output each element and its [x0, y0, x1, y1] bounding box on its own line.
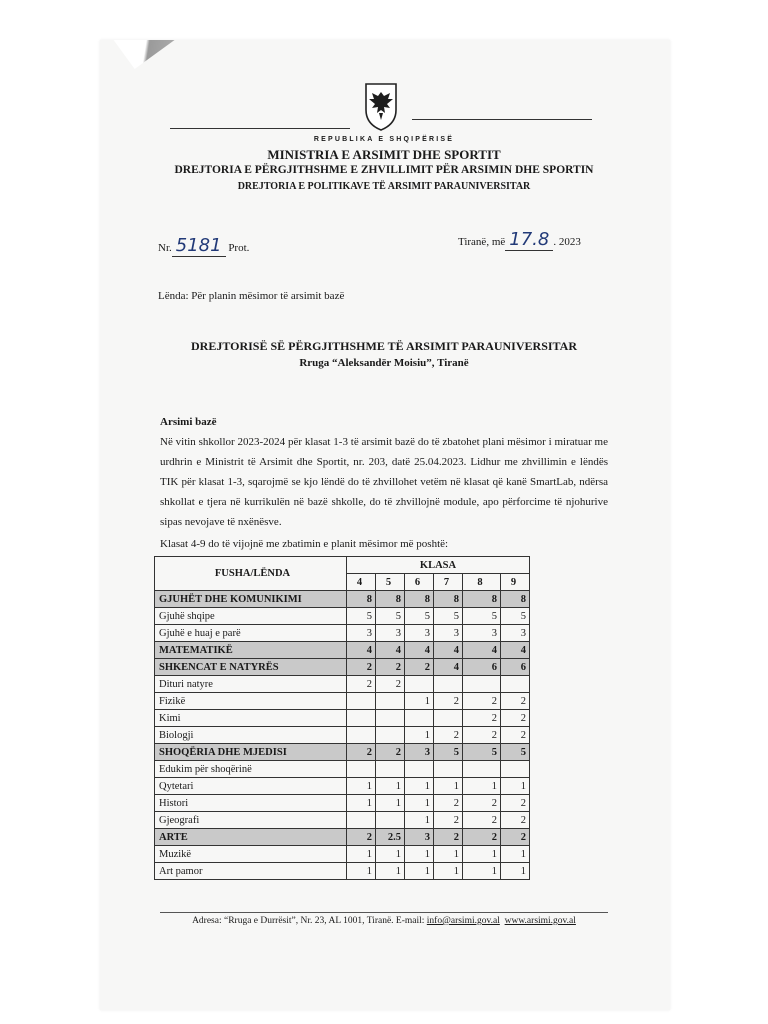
- grade-header: 9: [501, 574, 530, 591]
- body-paragraph: Në vitin shkollor 2023-2024 për klasat 1-3 të arsimit bazë do të zbatohet plani mësimor i miratuar me urdhrin e Ministrit të Arsimit dhe Sportit, nr. 203, datë 25.04.2023. Lidhur me zhvillimin e lëndës TIK për klasat 1-3, sqarojmë se kjo lëndë do të zhvillohet vetëm në klasat që kanë SmartLab, ndërsa shkollat e tjera në kurrikulën në bazë shkolle, do të zhvillojnë module, apo përforcime të njohurive sipas nevojave të nxënësve.: [160, 436, 608, 528]
- table-row: [155, 846, 530, 863]
- table-row: [155, 642, 530, 659]
- protocol-number-handwritten: 5181: [172, 235, 226, 257]
- subject-cell: Dituri natyre: [155, 676, 347, 693]
- hours-cell: 2: [347, 659, 376, 676]
- date-prefix: Tiranë, më: [458, 236, 506, 248]
- hours-cell: 1: [434, 846, 463, 863]
- header-rule-right: [412, 119, 592, 120]
- table-row: [155, 659, 530, 676]
- hours-cell: 8: [347, 591, 376, 608]
- table-row: [155, 625, 530, 642]
- table-row: [155, 744, 530, 761]
- hours-cell: [501, 761, 530, 778]
- hours-cell: 8: [463, 591, 501, 608]
- hours-cell: 1: [405, 693, 434, 710]
- hours-cell: 3: [405, 744, 434, 761]
- hours-cell: 8: [405, 591, 434, 608]
- table-row: [155, 829, 530, 846]
- hours-cell: 4: [347, 642, 376, 659]
- hours-cell: 1: [347, 846, 376, 863]
- hours-cell: 2: [376, 659, 405, 676]
- hours-cell: [405, 710, 434, 727]
- directorate-general-title: DREJTORIA E PËRGJITHSHME E ZHVILLIMIT PËR ARSIMIN DHE SPORTIN: [174, 164, 594, 176]
- date-handwritten: 17.8: [505, 229, 553, 251]
- hours-cell: 2: [463, 710, 501, 727]
- table-row: [155, 676, 530, 693]
- hours-cell: 5: [463, 608, 501, 625]
- table-row: [155, 591, 530, 608]
- table-row: [155, 795, 530, 812]
- hours-cell: 1: [434, 778, 463, 795]
- table-row: [155, 693, 530, 710]
- hours-cell: 4: [405, 642, 434, 659]
- hours-cell: [405, 676, 434, 693]
- hours-cell: 2: [501, 795, 530, 812]
- table-row: [155, 727, 530, 744]
- hours-cell: 1: [463, 778, 501, 795]
- republic-label: REPUBLIKA E SHQIPËRISË: [313, 136, 455, 143]
- footer-email-link[interactable]: info@arsimi.gov.al: [426, 916, 500, 926]
- hours-cell: 1: [463, 863, 501, 880]
- hours-cell: [376, 812, 405, 829]
- curriculum-table: [154, 556, 530, 880]
- hours-cell: 8: [501, 591, 530, 608]
- ministry-title: MINISTRIA E ARSIMIT DHE SPORTIT: [267, 147, 501, 162]
- hours-cell: 1: [376, 846, 405, 863]
- hours-cell: 2: [405, 659, 434, 676]
- recipient-name: DREJTORISË SË PËRGJITHSHME TË ARSIMIT PARAUNIVERSITAR: [191, 339, 577, 353]
- subject-cell: GJUHËT DHE KOMUNIKIMI: [155, 591, 347, 608]
- hours-cell: 1: [405, 812, 434, 829]
- section-title: Arsimi bazë: [160, 416, 217, 428]
- hours-cell: 1: [347, 778, 376, 795]
- hours-cell: 1: [501, 863, 530, 880]
- hours-cell: 2: [434, 795, 463, 812]
- subject-cell: Gjeografi: [155, 812, 347, 829]
- hours-cell: [376, 710, 405, 727]
- hours-cell: 5: [434, 744, 463, 761]
- hours-cell: 1: [376, 795, 405, 812]
- hours-cell: 1: [347, 795, 376, 812]
- hours-cell: 2: [434, 693, 463, 710]
- hours-cell: 2: [434, 829, 463, 846]
- header-rule-left: [170, 128, 350, 129]
- subject-cell: Qytetari: [155, 778, 347, 795]
- subject-cell: Gjuhë e huaj e parë: [155, 625, 347, 642]
- hours-cell: 1: [434, 863, 463, 880]
- hours-cell: 2: [501, 710, 530, 727]
- column-header-subject: FUSHA/LËNDA: [155, 557, 347, 591]
- hours-cell: 6: [501, 659, 530, 676]
- hours-cell: 5: [405, 608, 434, 625]
- grade-header: 6: [405, 574, 434, 591]
- hours-cell: [463, 676, 501, 693]
- hours-cell: 6: [463, 659, 501, 676]
- table-intro: Klasat 4-9 do të vijojnë me zbatimin e planit mësimor më poshtë:: [160, 538, 449, 550]
- hours-cell: 3: [405, 829, 434, 846]
- hours-cell: 2: [347, 676, 376, 693]
- hours-cell: 8: [376, 591, 405, 608]
- table-row: [155, 778, 530, 795]
- subject-cell: Histori: [155, 795, 347, 812]
- hours-cell: 1: [405, 778, 434, 795]
- hours-cell: 1: [463, 846, 501, 863]
- hours-cell: 8: [434, 591, 463, 608]
- protocol-number: [158, 235, 249, 256]
- hours-cell: 3: [405, 625, 434, 642]
- grade-header: 8: [463, 574, 501, 591]
- directorate-title: DREJTORIA E POLITIKAVE TË ARSIMIT PARAUNIVERSITAR: [237, 181, 531, 192]
- hours-cell: 2: [463, 727, 501, 744]
- hours-cell: 4: [434, 659, 463, 676]
- hours-cell: 3: [434, 625, 463, 642]
- protocol-suffix: Prot.: [228, 242, 250, 254]
- hours-cell: [376, 761, 405, 778]
- hours-cell: 2: [463, 812, 501, 829]
- hours-cell: [347, 693, 376, 710]
- hours-cell: 2: [501, 693, 530, 710]
- hours-cell: [434, 761, 463, 778]
- grade-header: 7: [434, 574, 463, 591]
- hours-cell: 2: [463, 795, 501, 812]
- letter-date: [458, 229, 581, 250]
- hours-cell: [347, 812, 376, 829]
- subject-line: Lënda: Për planin mësimor të arsimit bazë: [158, 290, 345, 302]
- hours-cell: 2: [501, 812, 530, 829]
- protocol-prefix: Nr.: [158, 242, 172, 254]
- hours-cell: 2: [376, 676, 405, 693]
- subject-cell: MATEMATIKË: [155, 642, 347, 659]
- hours-cell: 3: [376, 625, 405, 642]
- grade-header: 4: [347, 574, 376, 591]
- albanian-eagle-emblem-icon: [364, 80, 398, 132]
- subject-cell: Muzikë: [155, 846, 347, 863]
- table-row: [155, 761, 530, 778]
- hours-cell: 1: [405, 727, 434, 744]
- hours-cell: [347, 761, 376, 778]
- hours-cell: 3: [347, 625, 376, 642]
- footer-address: [0, 916, 768, 926]
- hours-cell: 2: [347, 829, 376, 846]
- hours-cell: 1: [405, 863, 434, 880]
- hours-cell: [463, 761, 501, 778]
- subject-cell: Kimi: [155, 710, 347, 727]
- subject-cell: Biologji: [155, 727, 347, 744]
- hours-cell: 2: [463, 693, 501, 710]
- hours-cell: 5: [434, 608, 463, 625]
- hours-cell: 1: [347, 863, 376, 880]
- subject-cell: ARTE: [155, 829, 347, 846]
- hours-cell: 1: [405, 795, 434, 812]
- subject-cell: SHOQËRIA DHE MJEDISI: [155, 744, 347, 761]
- table-row: [155, 608, 530, 625]
- column-header-grades: KLASA: [347, 557, 530, 574]
- date-year: . 2023: [553, 236, 581, 248]
- hours-cell: 3: [501, 625, 530, 642]
- hours-cell: 4: [501, 642, 530, 659]
- hours-cell: [376, 693, 405, 710]
- subject-cell: SHKENCAT E NATYRËS: [155, 659, 347, 676]
- subject-cell: Edukim për shoqërinë: [155, 761, 347, 778]
- hours-cell: [376, 727, 405, 744]
- subject-cell: Art pamor: [155, 863, 347, 880]
- hours-cell: 2: [347, 744, 376, 761]
- footer-website-link[interactable]: www.arsimi.gov.al: [504, 916, 576, 926]
- hours-cell: [347, 727, 376, 744]
- hours-cell: 4: [376, 642, 405, 659]
- hours-cell: 2: [501, 727, 530, 744]
- hours-cell: 5: [376, 608, 405, 625]
- hours-cell: [501, 676, 530, 693]
- subject-cell: Gjuhë shqipe: [155, 608, 347, 625]
- hours-cell: 5: [347, 608, 376, 625]
- subject-cell: Fizikë: [155, 693, 347, 710]
- hours-cell: [347, 710, 376, 727]
- hours-cell: 4: [463, 642, 501, 659]
- hours-cell: 2: [376, 744, 405, 761]
- hours-cell: 1: [376, 863, 405, 880]
- table-row: [155, 812, 530, 829]
- hours-cell: 3: [463, 625, 501, 642]
- hours-cell: 5: [463, 744, 501, 761]
- hours-cell: 2: [463, 829, 501, 846]
- table-row: [155, 863, 530, 880]
- hours-cell: [434, 676, 463, 693]
- footer-address-text: Adresa: “Rruga e Durrësit”, Nr. 23, AL 1001, Tiranë. E-mail:: [192, 916, 425, 926]
- hours-cell: 2: [434, 812, 463, 829]
- hours-cell: 5: [501, 608, 530, 625]
- hours-cell: [434, 710, 463, 727]
- hours-cell: 4: [434, 642, 463, 659]
- hours-cell: 2.5: [376, 829, 405, 846]
- hours-cell: 1: [501, 846, 530, 863]
- recipient-address: Rruga “Aleksandër Moisiu”, Tiranë: [299, 357, 469, 369]
- hours-cell: 1: [376, 778, 405, 795]
- hours-cell: [405, 761, 434, 778]
- table-row: [155, 710, 530, 727]
- hours-cell: 2: [501, 829, 530, 846]
- hours-cell: 5: [501, 744, 530, 761]
- footer-rule: [160, 912, 608, 913]
- hours-cell: 2: [434, 727, 463, 744]
- hours-cell: 1: [405, 846, 434, 863]
- folded-corner: [100, 40, 210, 115]
- hours-cell: 1: [501, 778, 530, 795]
- grade-header: 5: [376, 574, 405, 591]
